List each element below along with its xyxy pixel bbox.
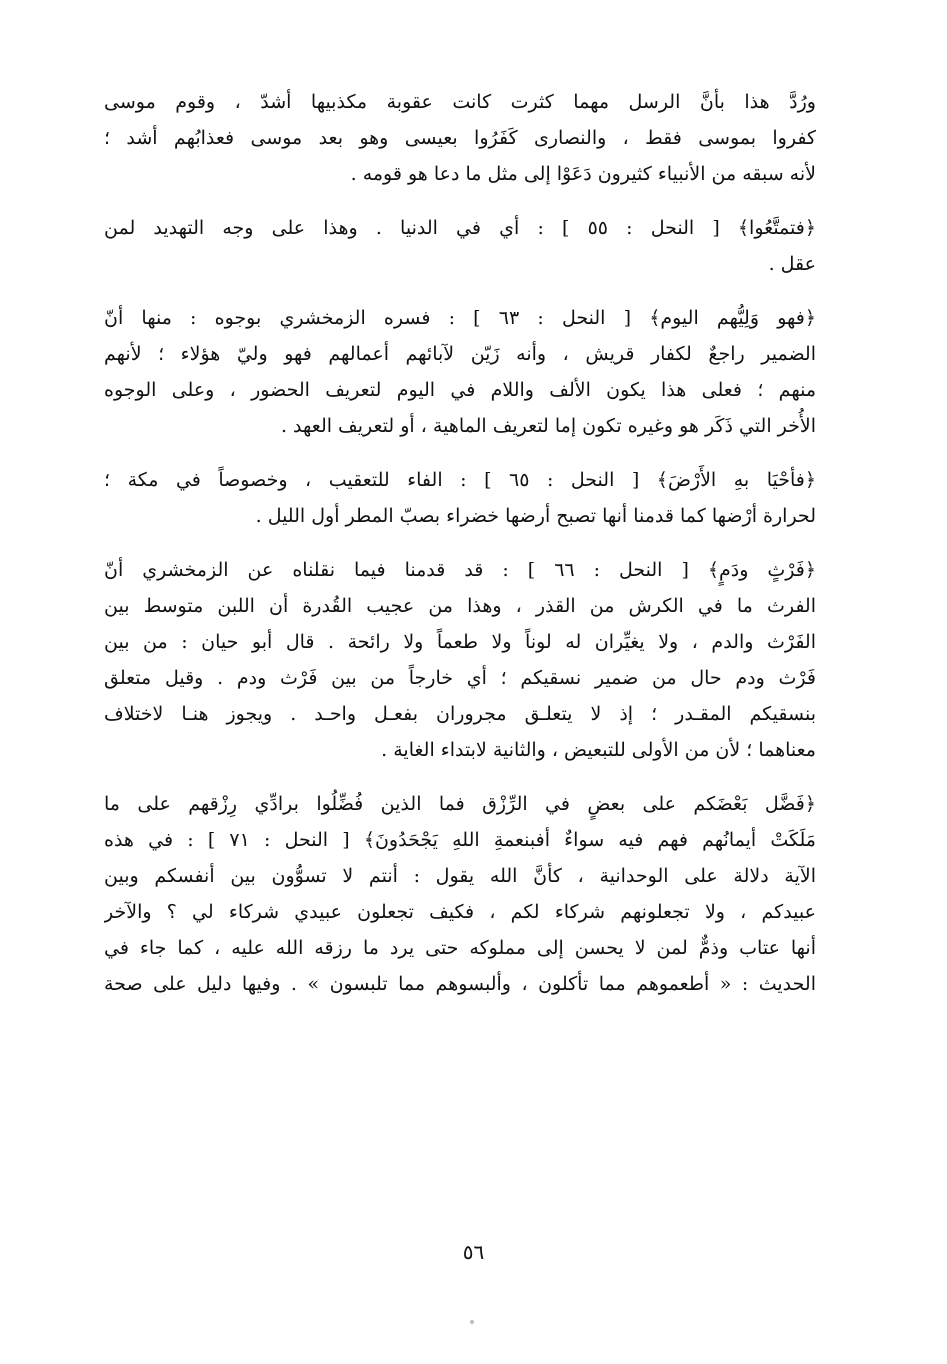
text-line: لأنه سبقه من الأنبياء كثيرون دَعَوْا إلى مثل ما دعا هو قومه . — [350, 163, 816, 185]
text-line: الضمير راجعٌ لكفار قريش ، وأنه زَيّن لآبائهم أعمالهم فهو وليّ هؤلاء ؛ لأنهم — [104, 343, 816, 365]
text-line: ﴿فَرْثٍ ودَمٍ﴾ [ النحل : ٦٦ ] : قد قدمنا فيما نقلناه عن الزمخشري أنّ — [104, 559, 816, 581]
paragraph — [104, 462, 816, 534]
paragraph — [104, 210, 816, 282]
text-line: بنسقيكم المقـدر ؛ إذ لا يتعلـق مجروران بفعـل واحـد . ويجوز هنـا لاختلاف — [104, 703, 816, 725]
page-number: ٥٦ — [462, 1240, 485, 1264]
text-line: معناهما ؛ لأن من الأولى للتبعيض ، والثانية لابتداء الغاية . — [381, 739, 816, 761]
paragraph — [104, 84, 816, 192]
text-line: ﴿فهو وَلِيُّهم اليوم﴾ [ النحل : ٦٣ ] : فسره الزمخشري بوجوه : منها أنّ — [104, 307, 816, 329]
paragraph — [104, 300, 816, 444]
text-line: ﴿فأحْيَا بهِ الأَرْضَ﴾ [ النحل : ٦٥ ] : الفاء للتعقيب ، وخصوصاً في مكة ؛ — [104, 469, 816, 491]
text-line: ورُدَّ هذا بأنَّ الرسل مهما كثرت كانت عقوبة مكذبيها أشدّ ، وقوم موسى — [104, 91, 816, 113]
text-line: الفرث ما في الكرش من القذر ، وهذا من عجيب القُدرة أن اللبن متوسط بين — [104, 595, 816, 617]
text-line: ﴿فَضَّل بَعْضَكم على بعضٍ في الرِّزْق فما الذين فُضِّلُوا برادِّي رِزْقهم على ما — [104, 793, 816, 815]
text-line: ﴿فتمتَّعُوا﴾ [ النحل : ٥٥ ] : أي في الدنيا . وهذا على وجه التهديد لمن — [104, 217, 816, 239]
text-line: أنها عتاب وذمٌّ لمن لا يحسن إلى مملوكه حتى يرد ما رزقه الله عليه ، كما جاء في — [104, 937, 816, 959]
text-line: الفَرْث والدم ، ولا يغيِّران له لوناً ولا طعماً ولا رائحة . قال أبو حيان : من بين — [104, 631, 816, 653]
text-line: عبيدكم ، ولا تجعلونهم شركاء لكم ، فكيف تجعلون عبيدي شركاء لي ؟ والآخر — [104, 901, 816, 923]
main-text — [104, 84, 816, 1020]
scan-speck — [470, 1320, 474, 1324]
text-line: منهم ؛ فعلى هذا يكون الألف واللام في اليوم لتعريف الحضور ، وعلى الوجوه — [104, 379, 816, 401]
paragraph — [104, 786, 816, 1002]
text-line: الآية دلالة على الوحدانية ، كأنَّ الله يقول : أنتم لا تسوُّون بين أنفسكم وبين — [104, 865, 816, 887]
text-line: الأُخر التي ذَكَر هو وغيره تكون إما لتعريف الماهية ، أو لتعريف العهد . — [280, 415, 816, 437]
text-line: لحرارة أرْضها كما قدمنا أنها تصبح أرضها خضراء بصبّ المطر أول الليل . — [255, 505, 816, 527]
text-line: فَرْث ودم حال من ضمير نسقيكم ؛ أي خارجاً من بين فَرْث ودم . وقيل متعلق — [104, 667, 816, 689]
text-line: مَلَكَتْ أيمانُهم فهم فيه سواءٌ أفبنعمةِ اللهِ يَجْحَدُونَ﴾ [ النحل : ٧١ ] : في هذه — [104, 829, 816, 851]
text-line: عقل . — [768, 253, 816, 275]
text-line: كفروا بموسى فقط ، والنصارى كَفَرُوا بعيسى وهو بعد موسى فعذابُهم أشد ؛ — [104, 127, 816, 149]
paragraph — [104, 552, 816, 768]
text-line: الحديث : « أطعموهم مما تأكلون ، وألبسوهم مما تلبسون » . وفيها دليل على صحة — [104, 973, 816, 995]
